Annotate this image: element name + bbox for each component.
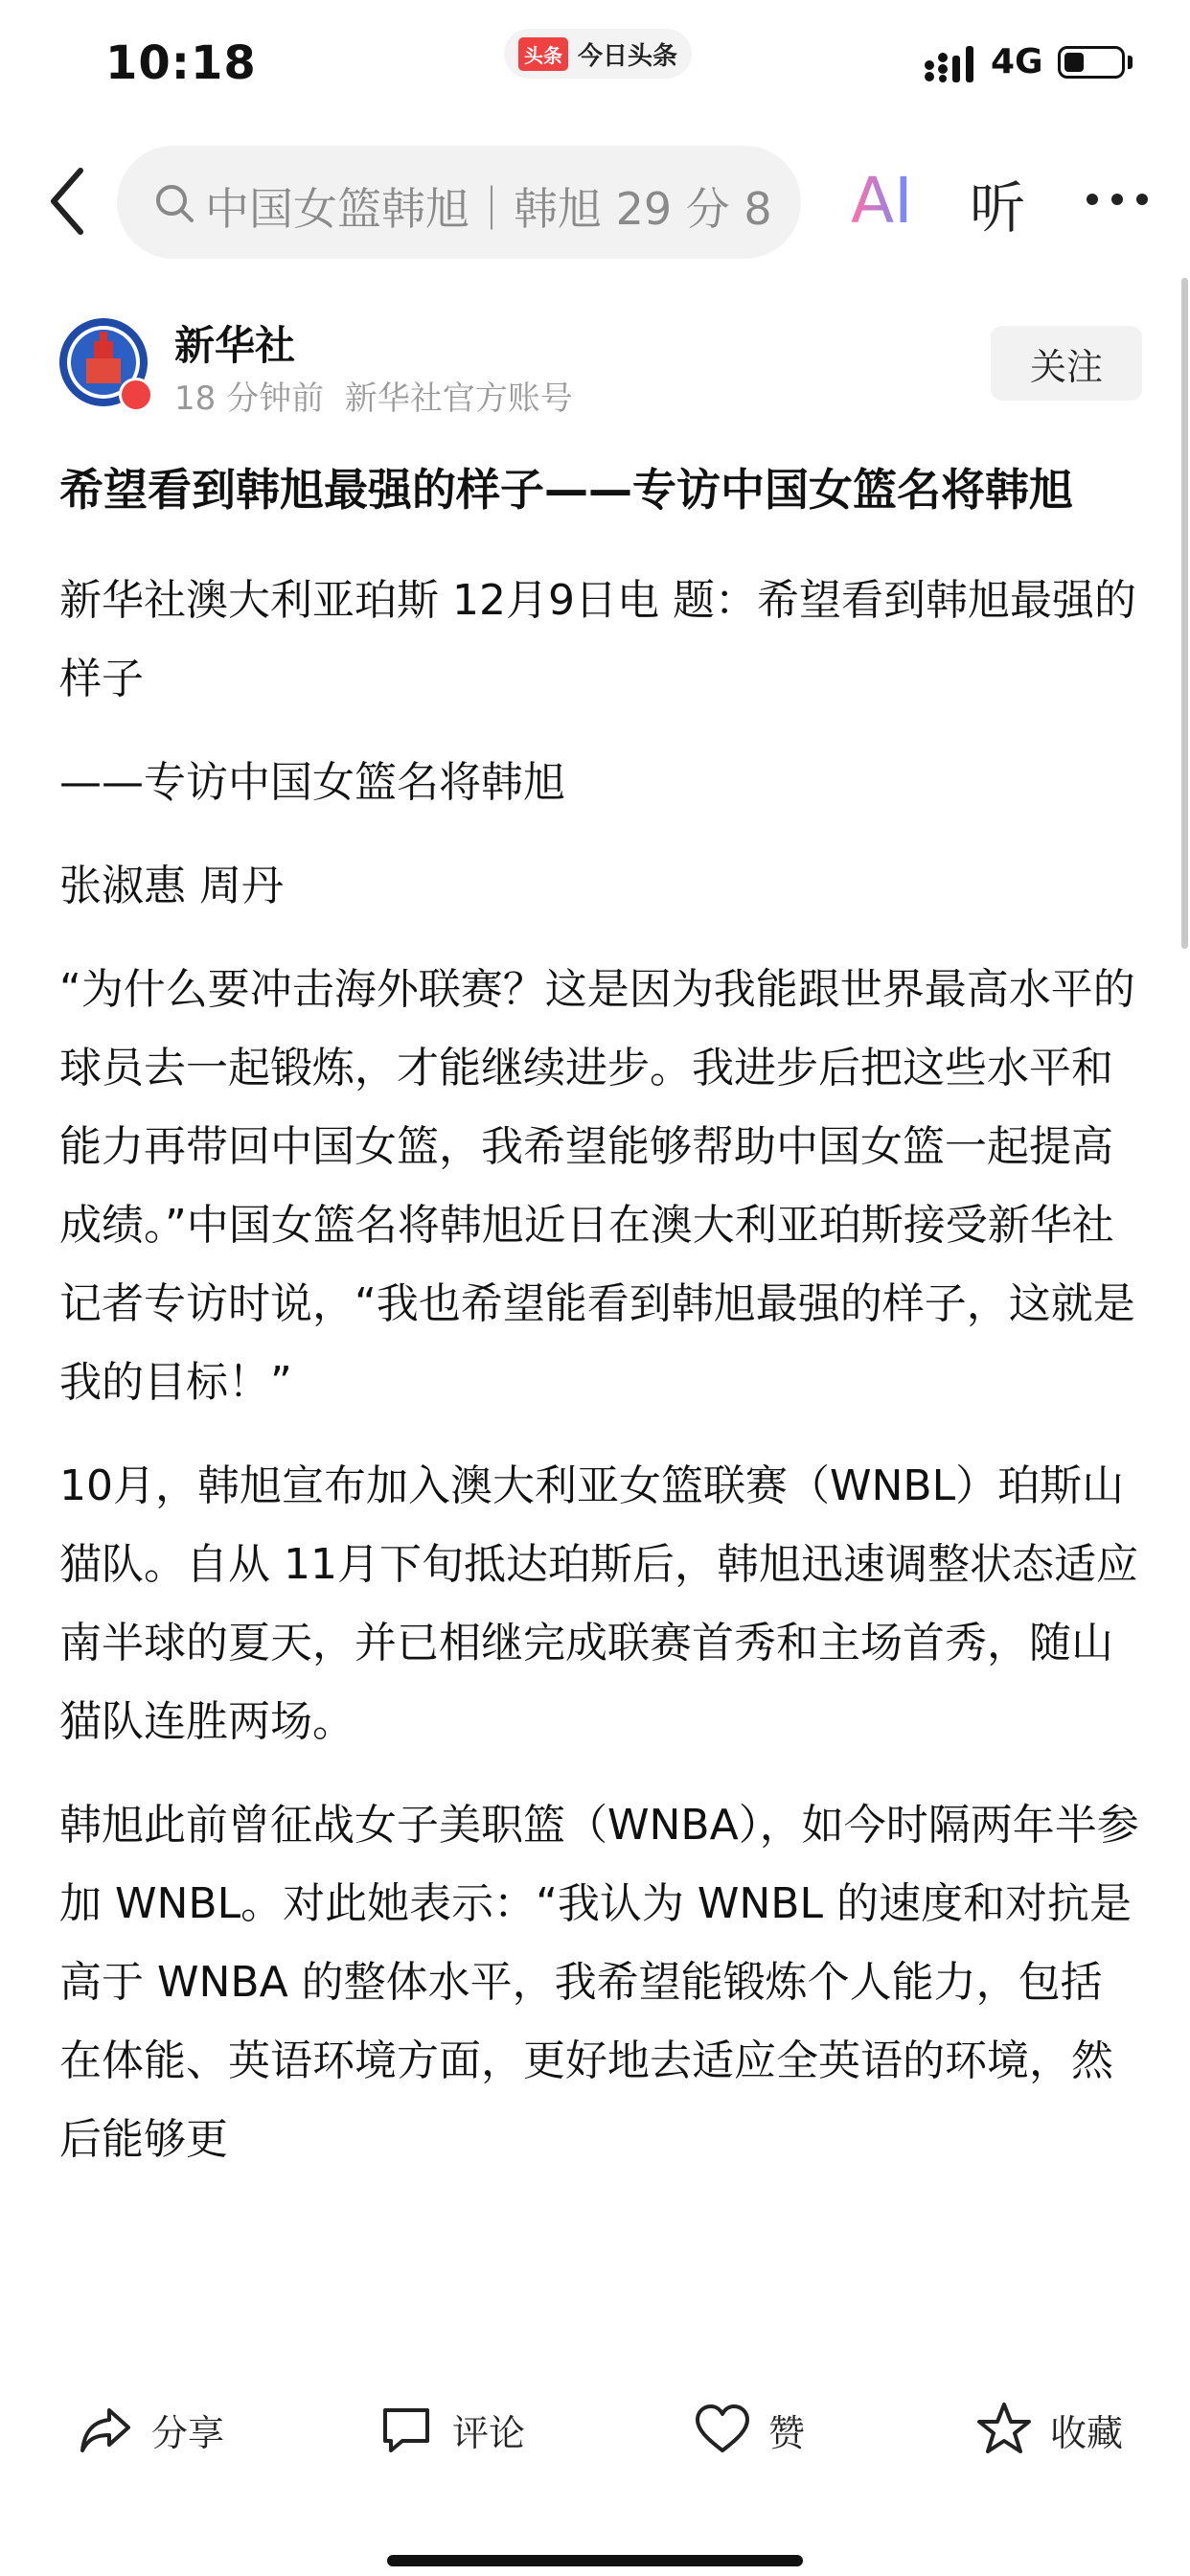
verified-badge-icon (119, 378, 153, 412)
home-indicator[interactable] (387, 2555, 803, 2566)
app-indicator-pill[interactable] (504, 29, 692, 79)
status-bar (0, 0, 1190, 125)
article-paragraph: 张淑惠 周丹 (59, 862, 284, 910)
article-paragraph: 新华社澳大利亚珀斯 12月9日电 题：希望看到韩旭最强的样子 (59, 576, 1136, 703)
article-body (59, 450, 1142, 2204)
listen-button[interactable]: 听 (970, 175, 1026, 241)
search-bar[interactable] (117, 146, 801, 259)
heart-icon (694, 2401, 751, 2458)
share-label: 分享 (151, 2411, 225, 2454)
article-paragraph: 10月，韩旭宣布加入澳大利亚女篮联赛（WNBL）珀斯山猫队。自从 11月下旬抵达珀斯后，韩旭迅速调整状态适应南半球的夏天，并已相继完成联赛首秀和主场首秀，随山猫队连胜两场。 (59, 1461, 1138, 1746)
scrollbar[interactable] (1181, 278, 1188, 949)
like-label: 赞 (768, 2411, 806, 2454)
article-paragraph: “为什么要冲击海外联赛？这是因为我能跟世界最高水平的球员去一起锻炼，才能继续进步。我进步后把这些水平和能力再带回中国女篮，我希望能够帮助中国女篮一起提高成绩。”中国女篮名将韩旭近日在澳大利亚珀斯接受新华社记者专访时说，“我也希望能看到韩旭最强的样子，这就是我的目标！” (59, 965, 1135, 1407)
publish-time: 18 分钟前 (174, 380, 325, 418)
back-arrow-icon[interactable] (44, 163, 92, 240)
network-type: 4G (991, 42, 1043, 81)
more-options-icon[interactable] (1085, 192, 1150, 207)
share-button[interactable] (77, 2398, 224, 2461)
author-name[interactable]: 新华社 (174, 322, 296, 369)
bottom-action-bar (0, 2373, 1190, 2576)
toutiao-logo: 头条 (518, 37, 568, 71)
article-title: 希望看到韩旭最强的样子——专访中国女篮名将韩旭 (59, 464, 1073, 516)
ai-label: AI (851, 165, 913, 232)
article-paragraph: ——专访中国女篮名将韩旭 (59, 758, 565, 807)
ai-assistant-button[interactable] (851, 165, 922, 232)
article-paragraph: 韩旭此前曾征战女子美职篮（WNBA），如今时隔两年半参加 WNBL。对此她表示：“我认为 WNBL 的速度和对抗是高于 WNBA 的整体水平，我希望能锻炼个人能力，包括在体能、英语环境方面，更好地去适应全英语的环境，然后能够更 (59, 1801, 1139, 2164)
comment-icon (378, 2401, 435, 2458)
favorite-button[interactable] (975, 2398, 1123, 2461)
account-type: 新华社官方账号 (344, 380, 573, 418)
search-icon (153, 182, 195, 224)
star-icon (975, 2401, 1033, 2458)
status-time: 10:18 (105, 36, 257, 90)
follow-button[interactable]: 关注 (991, 326, 1142, 401)
like-button[interactable] (694, 2398, 805, 2461)
cellular-signal-icon (924, 44, 977, 82)
author-meta (174, 372, 573, 419)
app-name: 今日头条 (577, 41, 677, 71)
search-query-text: 中国女篮韩旭｜韩旭 29 分 8 (205, 183, 772, 235)
battery-icon (1058, 46, 1125, 79)
share-icon (77, 2401, 134, 2458)
battery-level (1064, 53, 1084, 72)
battery-cap (1128, 56, 1133, 69)
comment-label: 评论 (452, 2411, 526, 2454)
favorite-label: 收藏 (1050, 2411, 1124, 2454)
comment-button[interactable] (378, 2398, 525, 2461)
